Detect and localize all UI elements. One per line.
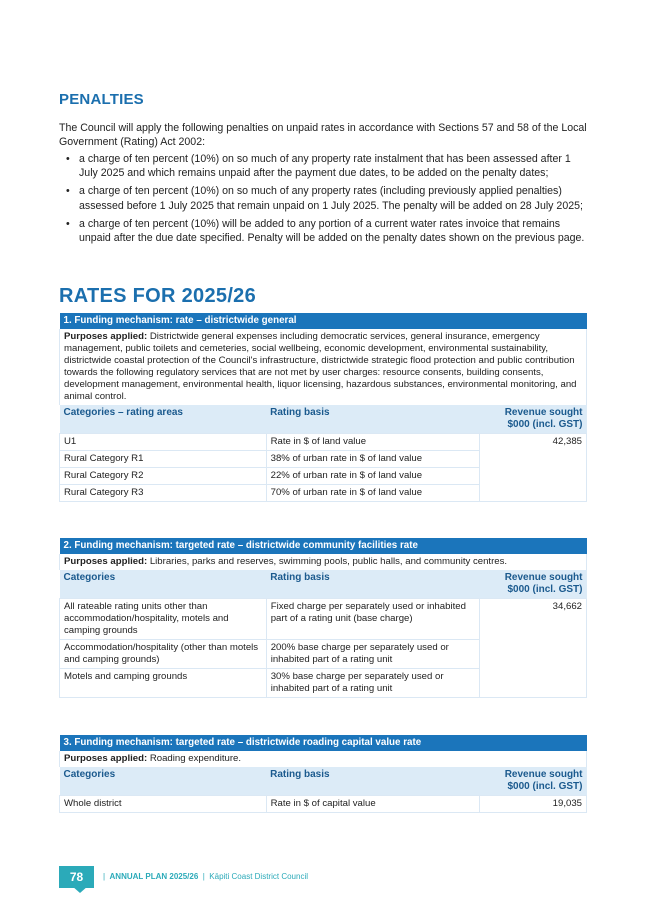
footer-text	[103, 872, 308, 881]
table-cell-category: Rural Category R2	[60, 468, 267, 485]
table-header: 2. Funding mechanism: targeted rate – districtwide community facilities rate	[60, 538, 587, 554]
table-cell-revenue: 19,035	[480, 796, 587, 813]
table-cell-category: Accommodation/hospitality (other than motels and camping grounds)	[60, 640, 267, 669]
column-header-categories: Categories	[60, 767, 267, 796]
purposes-label: Purposes applied:	[64, 331, 148, 342]
column-header-revenue: Revenue sought $000 (incl. GST)	[480, 405, 587, 434]
table-header: 3. Funding mechanism: targeted rate – districtwide roading capital value rate	[60, 735, 587, 751]
table-cell-basis: 30% base charge per separately used or inhabited part of a rating unit	[266, 669, 479, 698]
table-cell-revenue: 42,385	[480, 434, 587, 502]
table-cell-basis: 70% of urban rate in $ of land value	[266, 485, 480, 502]
table-cell-basis: Rate in $ of capital value	[266, 796, 480, 813]
penalties-heading: PENALTIES	[59, 91, 144, 108]
purposes-applied	[60, 751, 587, 767]
penalties-intro: The Council will apply the following penalties on unpaid rates in accordance with Sections 57 and 58 of the Local Government (Rating) Act 2002:	[59, 122, 587, 149]
column-header-rating-basis: Rating basis	[266, 767, 480, 796]
penalty-bullet: • a charge of ten percent (10%) will be added to any portion of a current water rates invoice that remains unpaid after the due date specified. Penalty will be added on the penalty dates shown on the previous page.	[59, 217, 589, 245]
purposes-label: Purposes applied:	[64, 753, 148, 764]
table-cell-category: Rural Category R1	[60, 451, 267, 468]
footer-separator: |	[202, 872, 205, 881]
page-number-badge: 78	[59, 866, 94, 888]
table-cell-category: Rural Category R3	[60, 485, 267, 502]
purposes-applied	[60, 554, 587, 570]
column-header-rating-basis: Rating basis	[266, 570, 479, 599]
purposes-text: Libraries, parks and reserves, swimming pools, public halls, and community centres.	[147, 556, 508, 567]
column-header-revenue: Revenue sought $000 (incl. GST)	[480, 570, 587, 599]
table-cell-basis: Fixed charge per separately used or inhabited part of a rating unit (base charge)	[266, 599, 479, 640]
funding-table-roading	[59, 735, 587, 813]
rates-heading: RATES FOR 2025/26	[59, 285, 257, 307]
table-cell-basis: 22% of urban rate in $ of land value	[266, 468, 480, 485]
footer-separator: |	[103, 872, 106, 881]
table-cell-basis: 200% base charge per separately used or inhabited part of a rating unit	[266, 640, 479, 669]
funding-table-community-facilities	[59, 538, 587, 698]
table-cell-basis: Rate in $ of land value	[266, 434, 480, 451]
table-cell-category: U1	[60, 434, 267, 451]
funding-table-general	[59, 313, 587, 502]
column-header-categories: Categories	[60, 570, 267, 599]
column-header-revenue: Revenue sought $000 (incl. GST)	[480, 767, 587, 796]
column-header-categories: Categories – rating areas	[60, 405, 267, 434]
purposes-text: Roading expenditure.	[147, 753, 242, 764]
table-cell-category: Motels and camping grounds	[60, 669, 267, 698]
table-cell-basis: 38% of urban rate in $ of land value	[266, 451, 480, 468]
penalty-bullet: • a charge of ten percent (10%) on so much of any property rates (including previously applied penalties) assessed before 1 July 2025 that remain unpaid on 1 July 2025. The penalty will be added on 28 July 2025;	[59, 184, 589, 212]
purposes-text: Districtwide general expenses including democratic services, general insurance, emergency management, public toilets and cemeteries, social wellbeing, economic development, environmental sustainability, districtwide coastal protection of the Council's infrastructure, districtwide strategic flood protection and public contribution towards the following regulatory services that are not met by user charges: resource consents, building consents, development management, environmental health, liquor licensing, hazardous substances, environmental monitoring, and animal control.	[64, 331, 577, 402]
table-cell-category: Whole district	[60, 796, 267, 813]
purposes-label: Purposes applied:	[64, 556, 148, 567]
table-cell-category: All rateable rating units other than accommodation/hospitality, motels and camping grounds	[60, 599, 267, 640]
table-header: 1. Funding mechanism: rate – districtwide general	[60, 313, 587, 329]
table-cell-revenue: 34,662	[480, 599, 587, 698]
column-header-rating-basis: Rating basis	[266, 405, 480, 434]
page-number-badge-tail	[72, 886, 88, 893]
penalties-list	[59, 152, 589, 249]
purposes-applied	[60, 329, 587, 405]
footer-organisation: Kāpiti Coast District Council	[209, 872, 308, 881]
footer-document-title: ANNUAL PLAN 2025/26	[109, 872, 199, 881]
penalty-bullet: • a charge of ten percent (10%) on so much of any property rate instalment that has been assessed after 1 July 2025 and which remains unpaid after the payment due dates, to be added on the penalty dates;	[59, 152, 589, 180]
